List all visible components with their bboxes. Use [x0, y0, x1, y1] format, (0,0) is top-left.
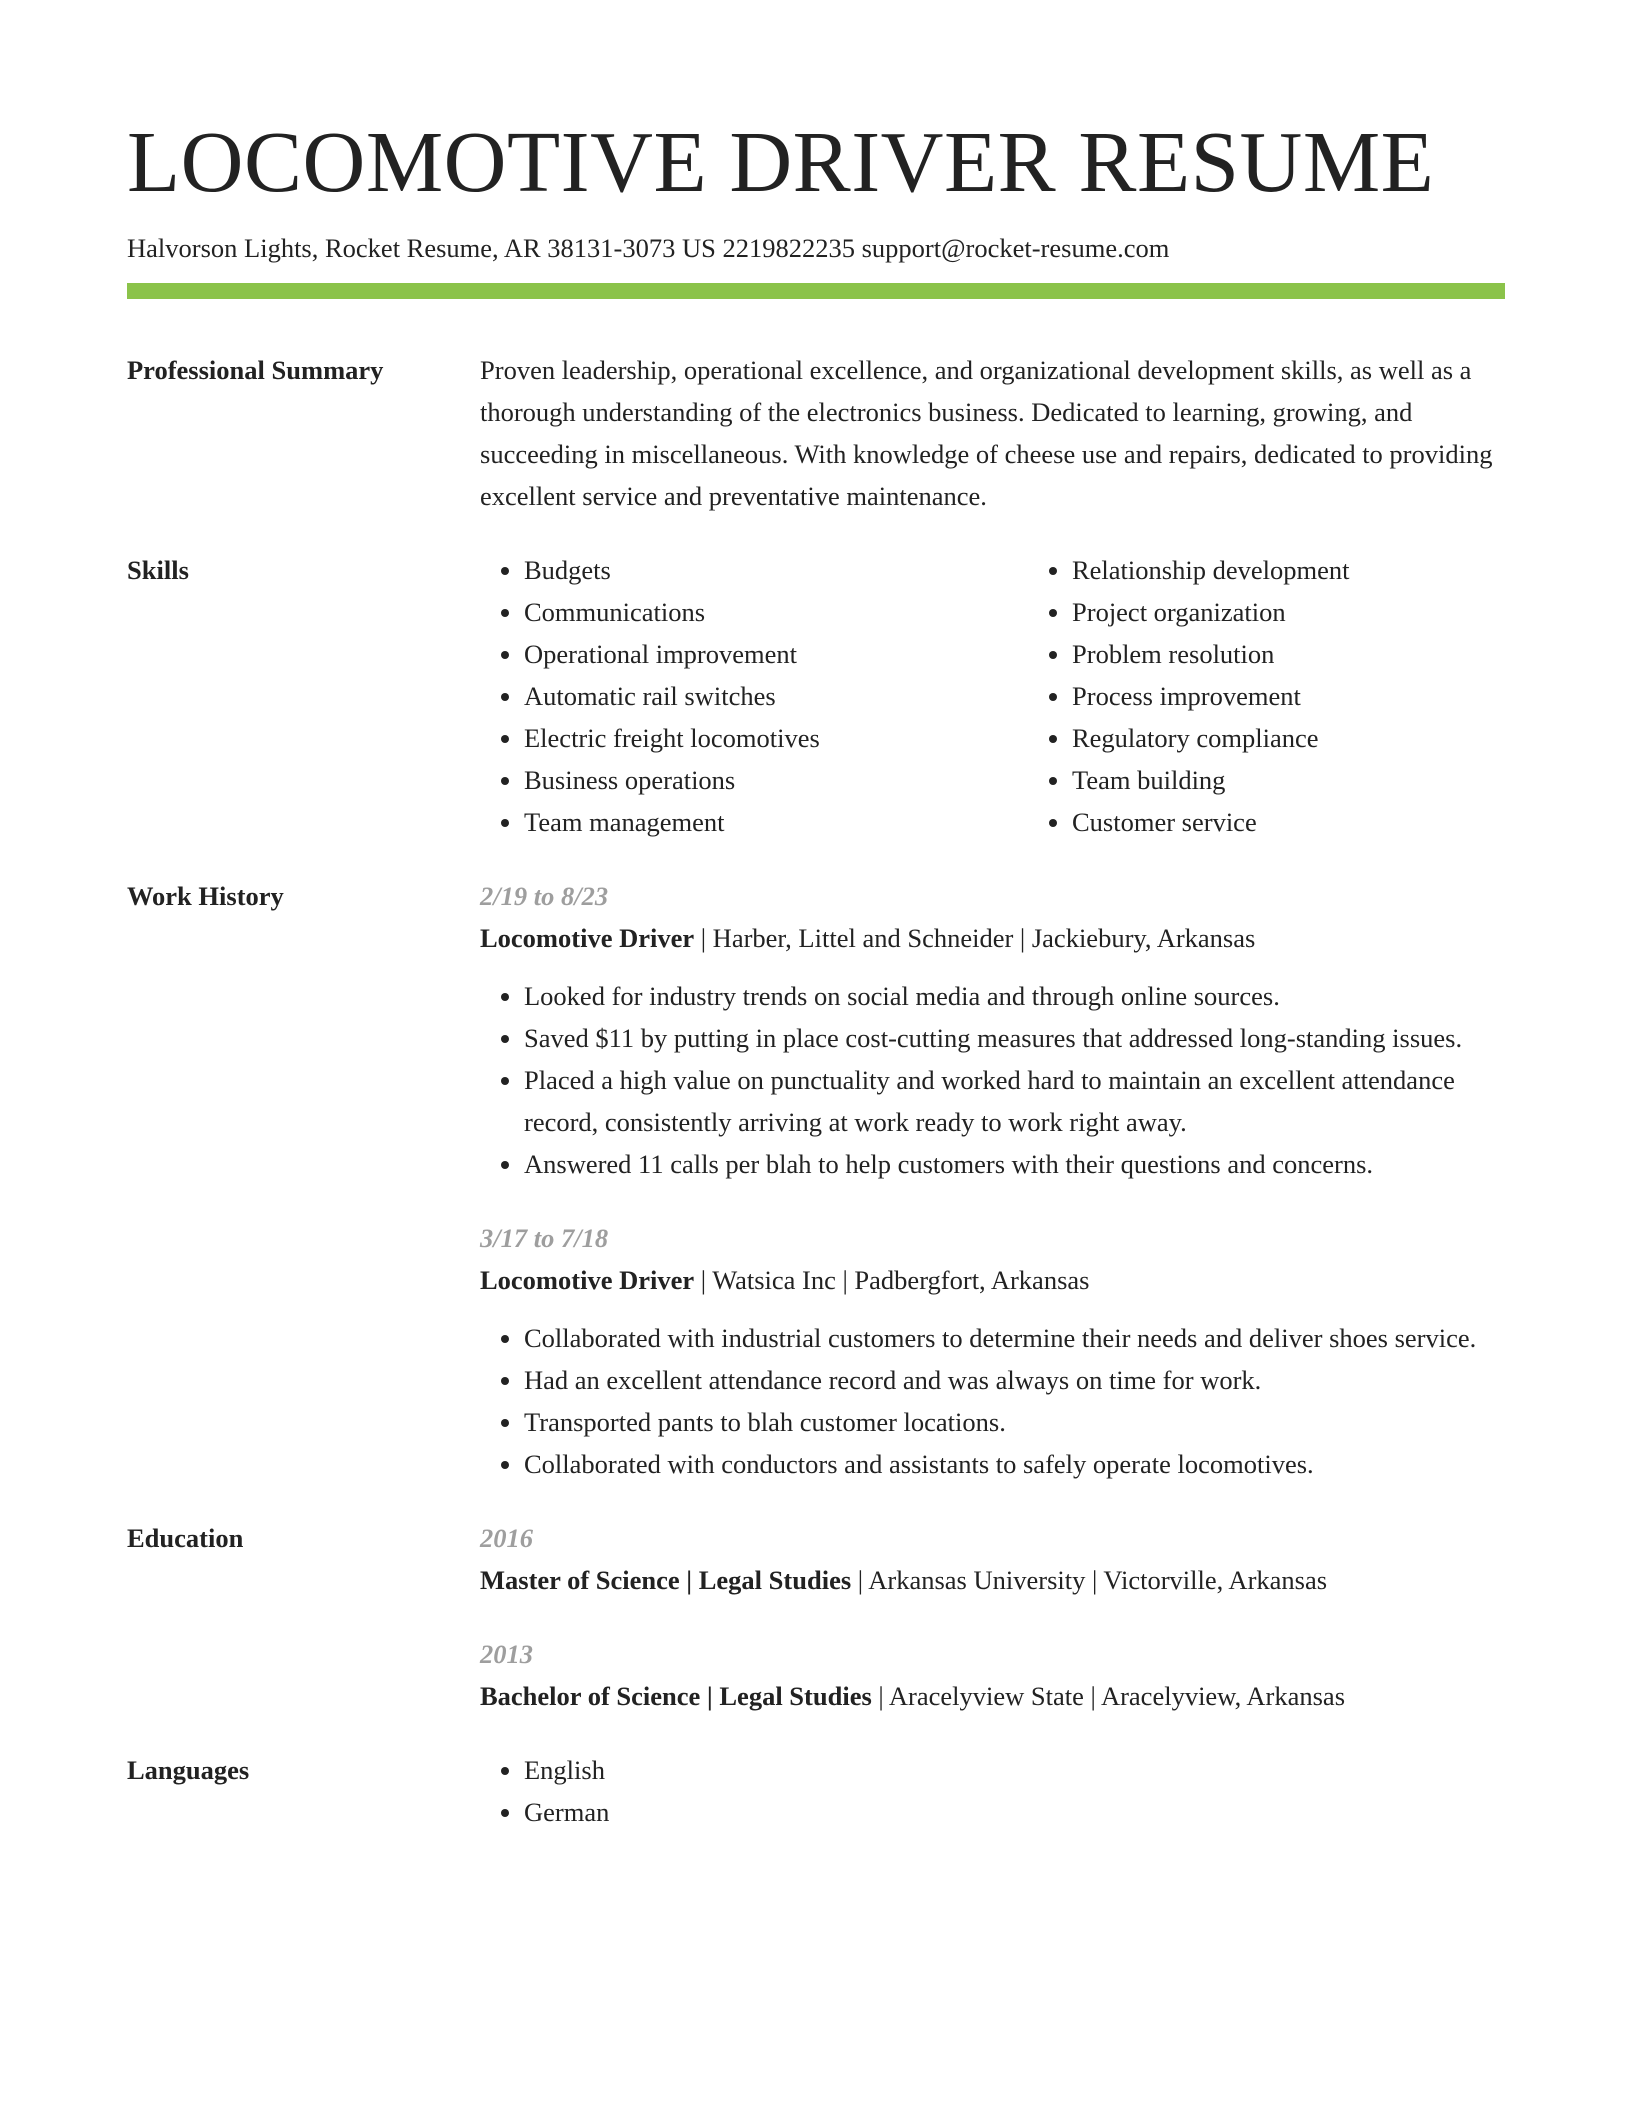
section-work-history [127, 875, 1505, 1485]
section-languages [127, 1749, 1505, 1833]
job-dates: 2/19 to 8/23 [480, 880, 609, 911]
education-entry [480, 1633, 1505, 1717]
skill-item: • Automatic rail switches [524, 675, 1028, 717]
skill-item: • Customer service [1072, 801, 1576, 843]
job-dates: 3/17 to 7/18 [480, 1222, 609, 1253]
skill-item: • Budgets [524, 549, 1028, 591]
job-heading [480, 917, 1505, 959]
work-entries [480, 875, 1505, 1485]
skill-item: • Regulatory compliance [1072, 717, 1576, 759]
language-item: • English [524, 1749, 1505, 1791]
job-entry [480, 1217, 1505, 1485]
skill-item: • Problem resolution [1072, 633, 1576, 675]
summary-text: Proven leadership, operational excellence, and organizational development skills, as well as a thorough understanding of the electronics business. Dedicated to learning, growing, and succeeding in miscellaneous. With knowledge of cheese use and repairs, dedicated to providing excellent service and preventative maintenance. [480, 354, 1493, 511]
section-label: Education [127, 1522, 244, 1553]
skills-columns [480, 549, 1576, 843]
accent-divider [127, 283, 1505, 299]
skills-list-left [480, 549, 1028, 843]
languages-body [480, 1749, 1505, 1833]
languages-list [480, 1749, 1505, 1833]
degree-name: Master of Science | Legal Studies [480, 1564, 852, 1595]
skill-item: • Team management [524, 801, 1028, 843]
skill-item: • Team building [1072, 759, 1576, 801]
education-details: | Aracelyview State | Aracelyview, Arkansas [871, 1680, 1346, 1711]
skill-item: • Business operations [524, 759, 1028, 801]
education-heading [480, 1559, 1505, 1601]
contact-line: Halvorson Lights, Rocket Resume, AR 38131-3073 US 2219822235 support@rocket-resume.com [127, 233, 1170, 263]
job-bullet: • Looked for industry trends on social media and through online sources. [524, 975, 1505, 1017]
skill-item: • Process improvement [1072, 675, 1576, 717]
skill-item: • Relationship development [1072, 549, 1576, 591]
job-entry [480, 875, 1505, 1185]
section-label: Work History [127, 880, 284, 911]
skill-item: • Electric freight locomotives [524, 717, 1028, 759]
job-bullet: • Saved $11 by putting in place cost-cutting measures that addressed long-standing issues. [524, 1017, 1505, 1059]
section-label: Languages [127, 1754, 250, 1785]
skill-item: • Project organization [1072, 591, 1576, 633]
job-bullets [480, 975, 1505, 1185]
job-details: | Harber, Littel and Schneider | Jackiebury, Arkansas [694, 922, 1256, 953]
skill-item: • Communications [524, 591, 1028, 633]
job-bullets [480, 1317, 1505, 1485]
education-entries [480, 1517, 1505, 1717]
job-heading [480, 1259, 1505, 1301]
section-skills [127, 549, 1505, 843]
section-label: Skills [127, 554, 189, 585]
job-bullet: • Answered 11 calls per blah to help customers with their questions and concerns. [524, 1143, 1505, 1185]
section-label: Professional Summary [127, 354, 384, 385]
job-title: Locomotive Driver [480, 1264, 695, 1295]
education-year: 2016 [480, 1522, 533, 1553]
skills-list-right [1028, 549, 1576, 843]
job-bullet: • Collaborated with industrial customers to determine their needs and deliver shoes service. [524, 1317, 1505, 1359]
section-education [127, 1517, 1505, 1717]
job-bullet: • Had an excellent attendance record and was always on time for work. [524, 1359, 1505, 1401]
resume-title: LOCOMOTIVE DRIVER RESUME [127, 113, 1435, 210]
section-professional-summary [127, 349, 1505, 517]
education-entry [480, 1517, 1505, 1601]
degree-name: Bachelor of Science | Legal Studies [480, 1680, 872, 1711]
education-heading [480, 1675, 1505, 1717]
education-details: | Arkansas University | Victorville, Arkansas [851, 1564, 1328, 1595]
job-bullet: • Collaborated with conductors and assistants to safely operate locomotives. [524, 1443, 1505, 1485]
language-item: • German [524, 1791, 1505, 1833]
skill-item: • Operational improvement [524, 633, 1028, 675]
job-details: | Watsica Inc | Padbergfort, Arkansas [694, 1264, 1090, 1295]
education-year: 2013 [480, 1638, 533, 1669]
job-bullet: • Placed a high value on punctuality and worked hard to maintain an excellent attendance record, consistently arriving at work ready to work right away. [524, 1059, 1505, 1143]
job-title: Locomotive Driver [480, 922, 695, 953]
job-bullet: • Transported pants to blah customer locations. [524, 1401, 1505, 1443]
